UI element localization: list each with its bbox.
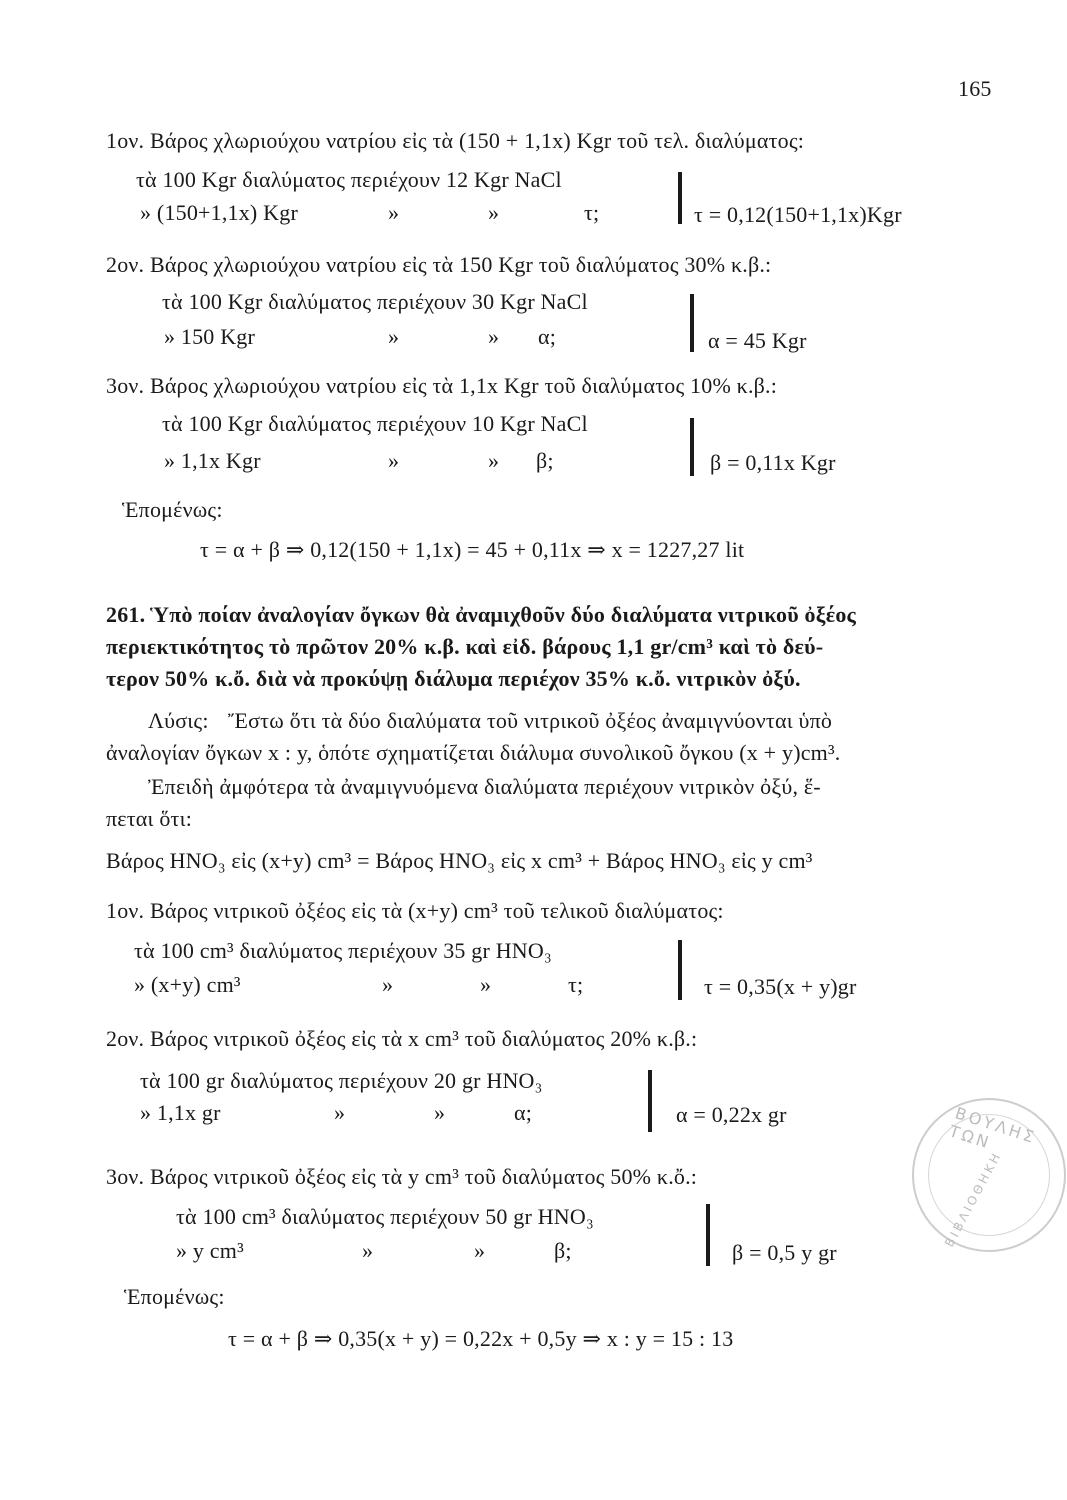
section-heading-1: 1ον. Βάρος χλωριούχου νατρίου εἰς τὰ (150 + 1,1x) Kgr τοῦ τελ. διαλύματος:: [106, 128, 805, 153]
unknown-variable: τ;: [568, 972, 584, 997]
page-number: 165: [958, 76, 992, 101]
proportion-row-1b-label: » (150+1,1x) Kgr: [140, 200, 298, 225]
solution-para-2a: Ἐπειδὴ ἀμφότερα τὰ ἀναμιγνυόμενα διαλύματα περιέχουν νιτρικὸν ὀξύ, ἕ-: [148, 774, 821, 799]
divider-bar: [706, 1204, 710, 1266]
ditto-mark: »: [388, 200, 400, 225]
problem-text-line-1: Ὑπὸ ποίαν ἀναλογίαν ὄγκων θὰ ἀναμιχθοῦν δύο διαλύματα νιτρικοῦ ὀξέος: [150, 602, 857, 627]
solution-para-1b: ἀναλογίαν ὄγκων x : y, ὁπότε σχηματίζεται διάλυμα συνολικοῦ ὄγκου (x + y)cm³.: [106, 740, 841, 765]
solution-label: Λύσις:: [148, 708, 209, 733]
divider-bar: [678, 940, 682, 1000]
problem-text-line-3: τερον 50% κ.ὄ. διὰ νὰ προκύψῃ διάλυμα περιέχον 35% κ.ὄ. νιτρικὸν ὀξύ.: [106, 666, 801, 691]
solution-row-3b-label: » y cm³: [176, 1238, 244, 1263]
ditto-mark: »: [362, 1238, 374, 1263]
solution-result-2: α = 0,22x gr: [676, 1102, 787, 1127]
divider-bar: [678, 172, 682, 224]
proportion-row-3a: τὰ 100 Kgr διαλύματος περιέχουν 10 Kgr NaCl: [162, 411, 588, 436]
stamp-text-top: ΒΟΥΛΗΣ ΤΩΝ: [946, 1103, 1039, 1153]
divider-bar: [648, 1070, 652, 1132]
ditto-mark: »: [382, 972, 394, 997]
problem-number: 261.: [106, 602, 146, 627]
ditto-mark: »: [488, 448, 500, 473]
unknown-variable: α;: [514, 1100, 533, 1125]
solution-result-1: τ = 0,35(x + y)gr: [704, 974, 857, 999]
final-equation-1: τ = α + β ⇒ 0,12(150 + 1,1x) = 45 + 0,11x ⇒ x = 1227,27 lit: [200, 537, 745, 562]
ditto-mark: »: [388, 448, 400, 473]
problem-text-line-2: περιεκτικότητος τὸ πρῶτον 20% κ.β. καὶ εἰδ. βάρους 1,1 gr/cm³ καὶ τὸ δεύ-: [106, 634, 824, 659]
unknown-variable: α;: [538, 324, 557, 349]
solution-heading-1: 1ον. Βάρος νιτρικοῦ ὀξέος εἰς τὰ (x+y) cm³ τοῦ τελικοῦ διαλύματος:: [106, 898, 724, 923]
solution-row-1a: τὰ 100 cm³ διαλύματος περιέχουν 35 gr HNO₃: [134, 938, 552, 963]
proportion-row-3b-label: » 1,1x Kgr: [164, 448, 261, 473]
result-3: β = 0,11x Kgr: [710, 450, 836, 475]
therefore-label: Ἑπομένως:: [122, 497, 223, 522]
ditto-mark: »: [474, 1238, 486, 1263]
therefore-label: Ἑπομένως:: [124, 1284, 225, 1309]
unknown-variable: β;: [536, 448, 554, 473]
divider-bar: [690, 418, 694, 476]
ditto-mark: »: [488, 324, 500, 349]
ditto-mark: »: [334, 1100, 346, 1125]
section-heading-3: 3ον. Βάρος χλωριούχου νατρίου εἰς τὰ 1,1x Kgr τοῦ διαλύματος 10% κ.β.:: [106, 373, 778, 398]
solution-row-2a: τὰ 100 gr διαλύματος περιέχουν 20 gr HNO₃: [140, 1068, 543, 1093]
library-stamp: [912, 1098, 1066, 1252]
weight-balance-equation: Βάρος HNO₃ εἰς (x+y) cm³ = Βάρος HNO₃ εἰς x cm³ + Βάρος HNO₃ εἰς y cm³: [106, 848, 813, 873]
ditto-mark: »: [488, 200, 500, 225]
unknown-variable: τ;: [584, 200, 600, 225]
result-2: α = 45 Kgr: [708, 328, 807, 353]
solution-para-1a: Ἔστω ὅτι τὰ δύο διαλύματα τοῦ νιτρικοῦ ὀξέος ἀναμιγνύονται ὑπὸ: [228, 708, 833, 733]
solution-row-2b-label: » 1,1x gr: [140, 1100, 221, 1125]
proportion-row-2a: τὰ 100 Kgr διαλύματος περιέχουν 30 Kgr NaCl: [162, 289, 588, 314]
ditto-mark: »: [388, 324, 400, 349]
solution-result-3: β = 0,5 y gr: [732, 1240, 837, 1265]
proportion-row-1a: τὰ 100 Kgr διαλύματος περιέχουν 12 Kgr NaCl: [136, 167, 562, 192]
ditto-mark: »: [480, 972, 492, 997]
divider-bar: [690, 294, 694, 352]
stamp-text-bottom: ΒΙΒΛΙΟΘΗΚΗ: [942, 1148, 1005, 1250]
unknown-variable: β;: [554, 1238, 572, 1263]
final-equation-2: τ = α + β ⇒ 0,35(x + y) = 0,22x + 0,5y ⇒ x : y = 15 : 13: [228, 1326, 734, 1351]
solution-heading-2: 2ον. Βάρος νιτρικοῦ ὀξέος εἰς τὰ x cm³ τοῦ διαλύματος 20% κ.β.:: [106, 1026, 698, 1051]
ditto-mark: »: [434, 1100, 446, 1125]
proportion-row-2b-label: » 150 Kgr: [164, 324, 256, 349]
solution-para-2b: πεται ὅτι:: [106, 806, 193, 831]
result-1: τ = 0,12(150+1,1x)Kgr: [694, 202, 902, 227]
solution-heading-3: 3ον. Βάρος νιτρικοῦ ὀξέος εἰς τὰ y cm³ τοῦ διαλύματος 50% κ.ὄ.:: [106, 1164, 698, 1189]
solution-row-1b-label: » (x+y) cm³: [134, 972, 241, 997]
solution-row-3a: τὰ 100 cm³ διαλύματος περιέχουν 50 gr HNO₃: [176, 1204, 594, 1229]
section-heading-2: 2ον. Βάρος χλωριούχου νατρίου εἰς τὰ 150 Kgr τοῦ διαλύματος 30% κ.β.:: [106, 252, 772, 277]
